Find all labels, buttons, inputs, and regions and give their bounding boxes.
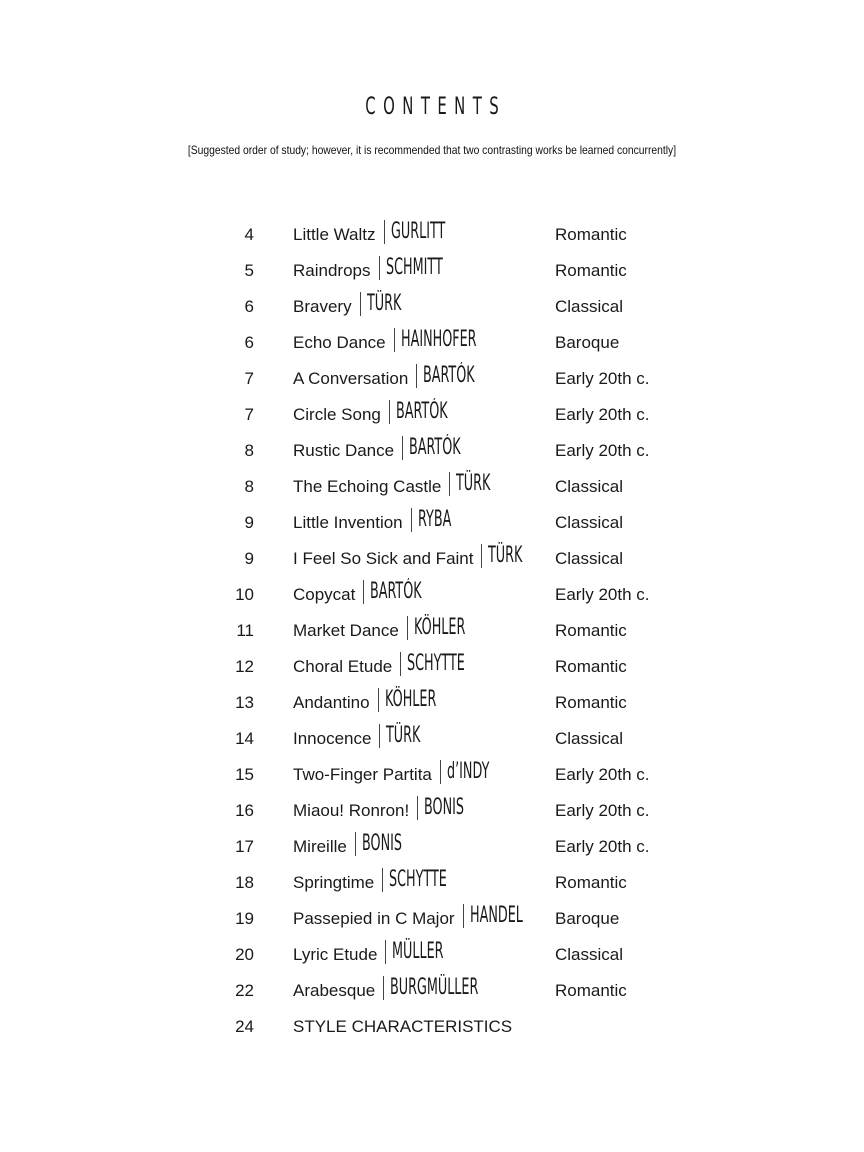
separator-bar (384, 220, 385, 244)
toc-row[interactable] (0, 540, 864, 576)
work-title: Innocence (293, 729, 372, 748)
work-title: Circle Song (293, 405, 381, 424)
composer-name: SCHYTTE (407, 651, 466, 676)
work-title: Rustic Dance (293, 441, 395, 460)
page-number: 4 (244, 225, 254, 244)
composer-name: SCHMITT (385, 255, 443, 280)
separator-bar (382, 868, 383, 892)
page-number: 13 (235, 693, 254, 712)
style-period: Baroque (555, 333, 620, 352)
page-number: 17 (235, 837, 254, 856)
style-period: Early 20th c. (555, 837, 650, 856)
work-title: Passepied in C Major (293, 909, 455, 928)
page-number: 12 (235, 657, 254, 676)
composer-name: HAINHOFER (400, 327, 477, 352)
separator-bar (378, 688, 379, 712)
page-number: 24 (235, 1017, 254, 1036)
section-title: STYLE CHARACTERISTICS (293, 1017, 513, 1036)
composer-name: BARTÓK (409, 435, 461, 460)
work-title: Bravery (293, 297, 352, 316)
toc-row[interactable] (0, 252, 864, 288)
separator-bar (481, 544, 482, 568)
separator-bar (363, 580, 364, 604)
title-cell (293, 972, 543, 1008)
toc-row[interactable] (0, 468, 864, 504)
work-title: The Echoing Castle (293, 477, 442, 496)
style-period: Romantic (555, 693, 627, 712)
page-title: CONTENTS (365, 92, 507, 120)
composer-name: SCHYTTE (389, 867, 448, 892)
toc-row[interactable] (0, 936, 864, 972)
title-cell (293, 540, 548, 576)
page-number: 5 (244, 261, 254, 280)
composer-name: KÖHLER (384, 687, 436, 712)
separator-bar (407, 616, 408, 640)
composer-name: BONIS (361, 831, 402, 856)
title-cell (293, 612, 502, 648)
separator-bar (449, 472, 450, 496)
style-period: Early 20th c. (555, 585, 650, 604)
toc-row[interactable] (0, 684, 864, 720)
style-period: Romantic (555, 981, 627, 1000)
separator-bar (416, 364, 417, 388)
toc-row[interactable] (0, 396, 864, 432)
composer-name: TÜRK (366, 291, 401, 316)
separator-bar (463, 904, 464, 928)
toc-row[interactable] (0, 828, 864, 864)
work-title: Springtime (293, 873, 375, 892)
composer-name: BARTÓK (395, 399, 448, 424)
work-title: Copycat (293, 585, 356, 604)
style-period: Romantic (555, 621, 627, 640)
title-cell (293, 648, 507, 684)
title-cell (293, 576, 459, 612)
toc-row[interactable] (0, 504, 864, 540)
separator-bar (379, 256, 380, 280)
style-period: Romantic (555, 873, 627, 892)
composer-name: BARTÓK (423, 363, 475, 388)
style-period: Classical (555, 513, 624, 532)
title-cell (293, 900, 561, 936)
toc-row[interactable] (0, 612, 864, 648)
page-number: 6 (244, 297, 254, 316)
style-period: Classical (555, 945, 624, 964)
style-period: Early 20th c. (555, 405, 650, 424)
work-title: Market Dance (293, 621, 399, 640)
title-cell (293, 792, 493, 828)
work-title: Little Waltz (293, 225, 376, 244)
style-period: Early 20th c. (555, 369, 650, 388)
toc-row[interactable] (0, 720, 864, 756)
separator-bar (440, 760, 441, 784)
work-title: A Conversation (293, 369, 409, 388)
title-cell (293, 396, 485, 432)
page-number: 7 (244, 369, 254, 388)
title-cell (293, 504, 475, 540)
composer-name: KÖHLER (413, 615, 466, 640)
composer-name: GURLITT (390, 219, 445, 244)
toc-row[interactable] (0, 288, 864, 324)
title-cell (293, 828, 431, 864)
separator-bar (411, 508, 412, 532)
page-number: 15 (235, 765, 254, 784)
page-number: 14 (235, 729, 254, 748)
title-cell (293, 864, 489, 900)
toc-row[interactable] (0, 864, 864, 900)
page-number: 19 (235, 909, 254, 928)
work-title: Choral Etude (293, 657, 393, 676)
work-title: Echo Dance (293, 333, 386, 352)
separator-bar (379, 724, 380, 748)
style-period: Baroque (555, 909, 620, 928)
work-title: Two-Finger Partita (293, 765, 432, 784)
title-cell (293, 720, 446, 756)
work-title: Raindrops (293, 261, 371, 280)
title-cell (293, 684, 473, 720)
style-period: Early 20th c. (555, 441, 650, 460)
page-number: 6 (244, 333, 254, 352)
work-title: Andantino (293, 693, 370, 712)
toc-row[interactable] (0, 792, 864, 828)
separator-bar (383, 976, 384, 1000)
toc-row[interactable] (0, 324, 864, 360)
style-period: Romantic (555, 657, 627, 676)
toc-row[interactable] (0, 360, 864, 396)
page-number: 8 (244, 477, 254, 496)
composer-name: TÜRK (386, 723, 421, 748)
work-title: Lyric Etude (293, 945, 378, 964)
composer-name: BONIS (424, 795, 465, 820)
style-period: Classical (555, 477, 624, 496)
separator-bar (402, 436, 403, 460)
style-period: Romantic (555, 261, 627, 280)
composer-name: RYBA (417, 507, 451, 532)
title-cell (293, 288, 426, 324)
page-number: 8 (244, 441, 254, 460)
style-period: Classical (555, 549, 624, 568)
title-cell (293, 216, 484, 252)
composer-name: BARTÓK (370, 579, 423, 604)
style-period: Early 20th c. (555, 765, 650, 784)
separator-bar (355, 832, 356, 856)
work-title: Miaou! Ronron! (293, 801, 410, 820)
title-cell (293, 432, 498, 468)
title-cell (293, 324, 531, 360)
toc-row[interactable] (0, 756, 864, 792)
page-number: 10 (235, 585, 254, 604)
page-number: 18 (235, 873, 254, 892)
toc-row[interactable] (0, 432, 864, 468)
style-period: Romantic (555, 225, 627, 244)
work-title: Arabesque (293, 981, 376, 1000)
work-title: Little Invention (293, 513, 403, 532)
composer-name: TÜRK (488, 543, 523, 568)
page-number: 16 (235, 801, 254, 820)
page-number: 9 (244, 549, 254, 568)
separator-bar (394, 328, 395, 352)
title-cell (293, 252, 483, 288)
page-number: 11 (236, 621, 254, 640)
page-number: 22 (235, 981, 254, 1000)
page-number: 20 (235, 945, 254, 964)
toc-row[interactable] (0, 900, 864, 936)
composer-name: BURGMÜLLER (390, 975, 479, 1000)
separator-bar (389, 400, 390, 424)
style-period: Classical (555, 297, 624, 316)
title-cell (293, 468, 516, 504)
page-subtitle: [Suggested order of study; however, it is recommended that two contrasting works be learned concurrently] (187, 143, 677, 157)
toc-row[interactable] (0, 216, 864, 252)
composer-name: d’INDY (446, 759, 490, 784)
separator-bar (360, 292, 361, 316)
style-period: Early 20th c. (555, 801, 650, 820)
work-title: Mireille (293, 837, 347, 856)
title-cell (293, 936, 481, 972)
toc-row[interactable] (0, 972, 864, 1008)
separator-bar (385, 940, 386, 964)
page-number: 9 (244, 513, 254, 532)
toc-row-style-characteristics[interactable] (0, 1008, 864, 1044)
work-title: I Feel So Sick and Faint (293, 549, 474, 568)
composer-name: HANDEL (469, 903, 523, 928)
title-cell (293, 756, 520, 792)
page-number: 7 (244, 405, 254, 424)
composer-name: TÜRK (456, 471, 491, 496)
title-cell (293, 360, 512, 396)
separator-bar (417, 796, 418, 820)
composer-name: MÜLLER (392, 939, 444, 964)
toc-row[interactable] (0, 648, 864, 684)
separator-bar (400, 652, 401, 676)
table-of-contents (0, 216, 864, 1044)
toc-row[interactable] (0, 576, 864, 612)
style-period: Classical (555, 729, 624, 748)
title-cell (293, 1008, 512, 1044)
